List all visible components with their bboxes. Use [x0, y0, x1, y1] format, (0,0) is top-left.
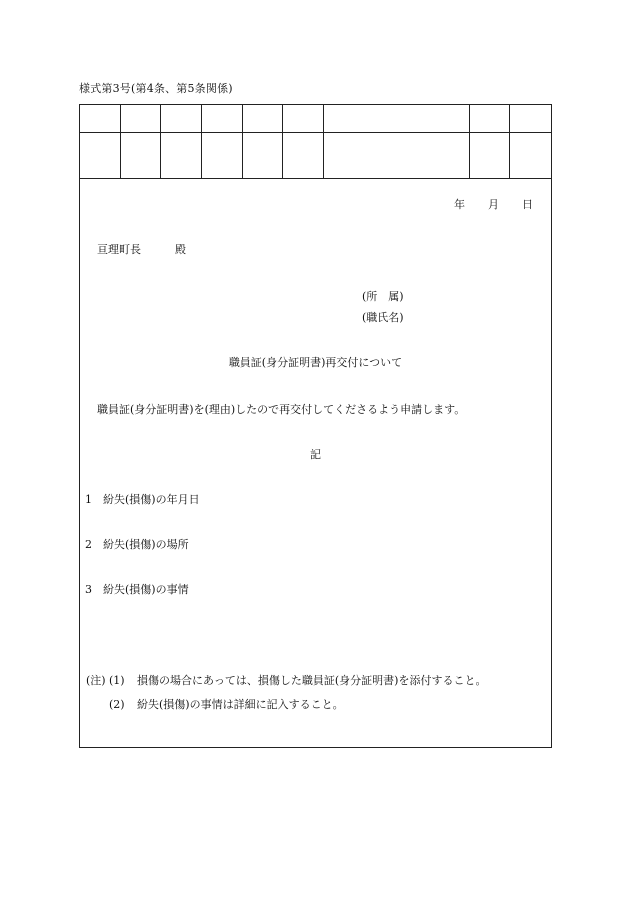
- stamp-cell[interactable]: [283, 105, 324, 132]
- date-year-label: 年: [454, 198, 465, 211]
- stamp-cell[interactable]: [242, 132, 283, 178]
- addressee-honorific: 殿: [175, 243, 186, 256]
- stamp-cell[interactable]: [201, 132, 242, 178]
- item-number: 3: [85, 583, 92, 596]
- stamp-cell[interactable]: [80, 132, 120, 178]
- item-3[interactable]: [85, 581, 189, 597]
- addressee: [97, 241, 186, 257]
- stamp-cell[interactable]: [120, 132, 161, 178]
- request-text: 職員証(身分証明書)を(理由)したので再交付してくださるよう申請します。: [97, 403, 466, 416]
- stamp-cell[interactable]: [283, 132, 324, 178]
- item-label: 紛失(損傷)の年月日: [103, 493, 200, 506]
- note-1: [86, 672, 486, 688]
- form-number-title: 様式第3号(第4条、第5条関係): [79, 82, 233, 95]
- stamp-cell[interactable]: [120, 105, 161, 132]
- note-text: 損傷の場合にあっては、損傷した職員証(身分証明書)を添付すること。: [137, 674, 487, 687]
- item-number: 1: [85, 493, 92, 506]
- item-1[interactable]: [85, 491, 200, 507]
- stamp-cell[interactable]: [242, 105, 283, 132]
- stamp-cell[interactable]: [510, 132, 551, 178]
- stamp-cell[interactable]: [161, 105, 202, 132]
- date-month-label: 月: [488, 198, 499, 211]
- item-label: 紛失(損傷)の場所: [103, 538, 189, 551]
- stamp-cell[interactable]: [510, 105, 551, 132]
- date-line[interactable]: [454, 196, 533, 212]
- note-2: [109, 696, 344, 712]
- stamp-cell[interactable]: [201, 105, 242, 132]
- item-number: 2: [85, 538, 92, 551]
- document-subject: 職員証(身分証明書)再交付について: [228, 356, 403, 369]
- ki-heading: 記: [310, 448, 321, 461]
- stamp-cell[interactable]: [469, 132, 510, 178]
- note-text: 紛失(損傷)の事情は詳細に記入すること。: [137, 698, 344, 711]
- stamp-cell[interactable]: [161, 132, 202, 178]
- sender-name[interactable]: (職氏名): [362, 311, 404, 324]
- note-number: (1): [109, 674, 125, 687]
- note-number: (2): [109, 698, 125, 711]
- sender-affiliation[interactable]: (所 属): [362, 290, 404, 303]
- addressee-name: 亘理町長: [97, 243, 141, 256]
- note-label: (注): [86, 674, 106, 687]
- stamp-cell[interactable]: [80, 105, 120, 132]
- stamp-table: [80, 105, 551, 179]
- item-label: 紛失(損傷)の事情: [103, 583, 189, 596]
- stamp-cell-wide[interactable]: [323, 105, 469, 132]
- date-day-label: 日: [522, 198, 533, 211]
- stamp-cell[interactable]: [469, 105, 510, 132]
- stamp-cell-wide[interactable]: [323, 132, 469, 178]
- item-2[interactable]: [85, 536, 189, 552]
- form-frame: [79, 104, 552, 748]
